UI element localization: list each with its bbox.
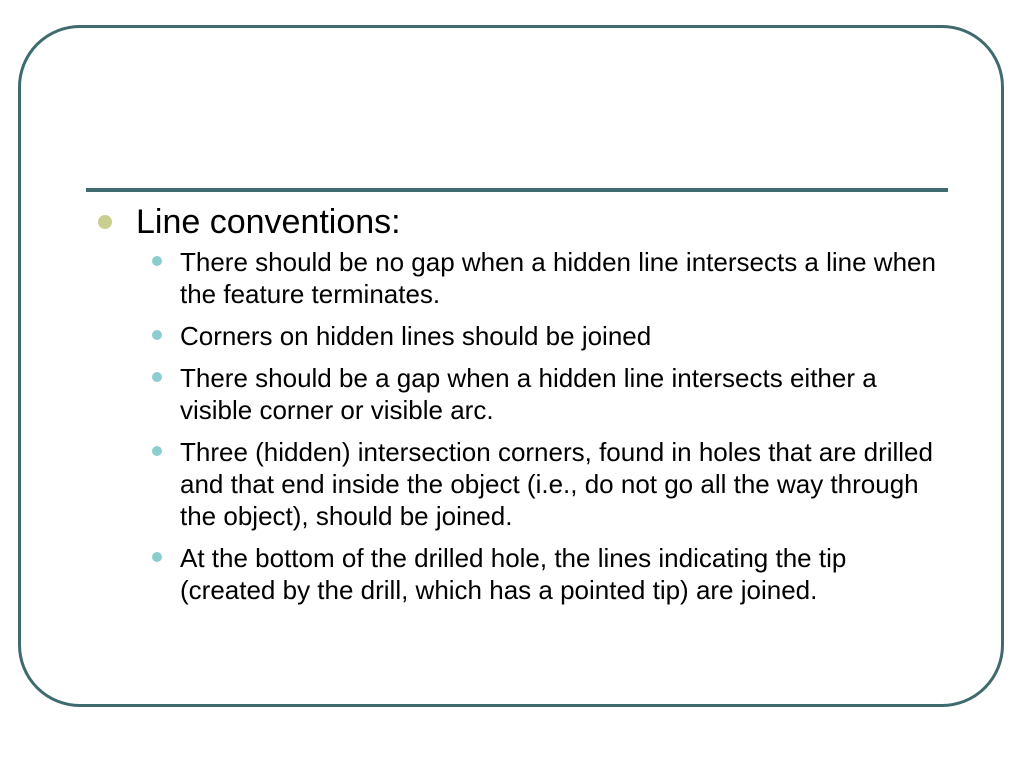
level1-bullet-item <box>96 200 956 244</box>
list-item <box>96 362 940 426</box>
list-item <box>96 436 940 532</box>
list-item <box>96 542 940 606</box>
list-item <box>96 320 940 352</box>
bullet-text: Three (hidden) intersection corners, found in holes that are drilled and that end inside the object (i.e., do not go all the way through the object), should be joined. <box>180 437 933 531</box>
title-divider-line <box>86 188 948 192</box>
sub-bullet-list <box>96 246 956 606</box>
bullet-dot-icon <box>152 330 162 340</box>
bullet-text: Corners on hidden lines should be joined <box>180 321 652 351</box>
bullet-dot-icon <box>152 372 162 382</box>
list-item <box>96 246 940 310</box>
bullet-dot-icon <box>152 256 162 266</box>
bullet-text: At the bottom of the drilled hole, the lines indicating the tip (created by the drill, which has a pointed tip) are joined. <box>180 543 847 605</box>
bullet-text: There should be a gap when a hidden line intersects either a visible corner or visible arc. <box>180 363 877 425</box>
slide-content <box>96 200 956 616</box>
bullet-dot-icon <box>98 215 112 229</box>
bullet-text: There should be no gap when a hidden line intersects a line when the feature terminates. <box>180 247 936 309</box>
section-heading: Line conventions: <box>136 203 401 241</box>
bullet-dot-icon <box>152 552 162 562</box>
bullet-dot-icon <box>152 446 162 456</box>
